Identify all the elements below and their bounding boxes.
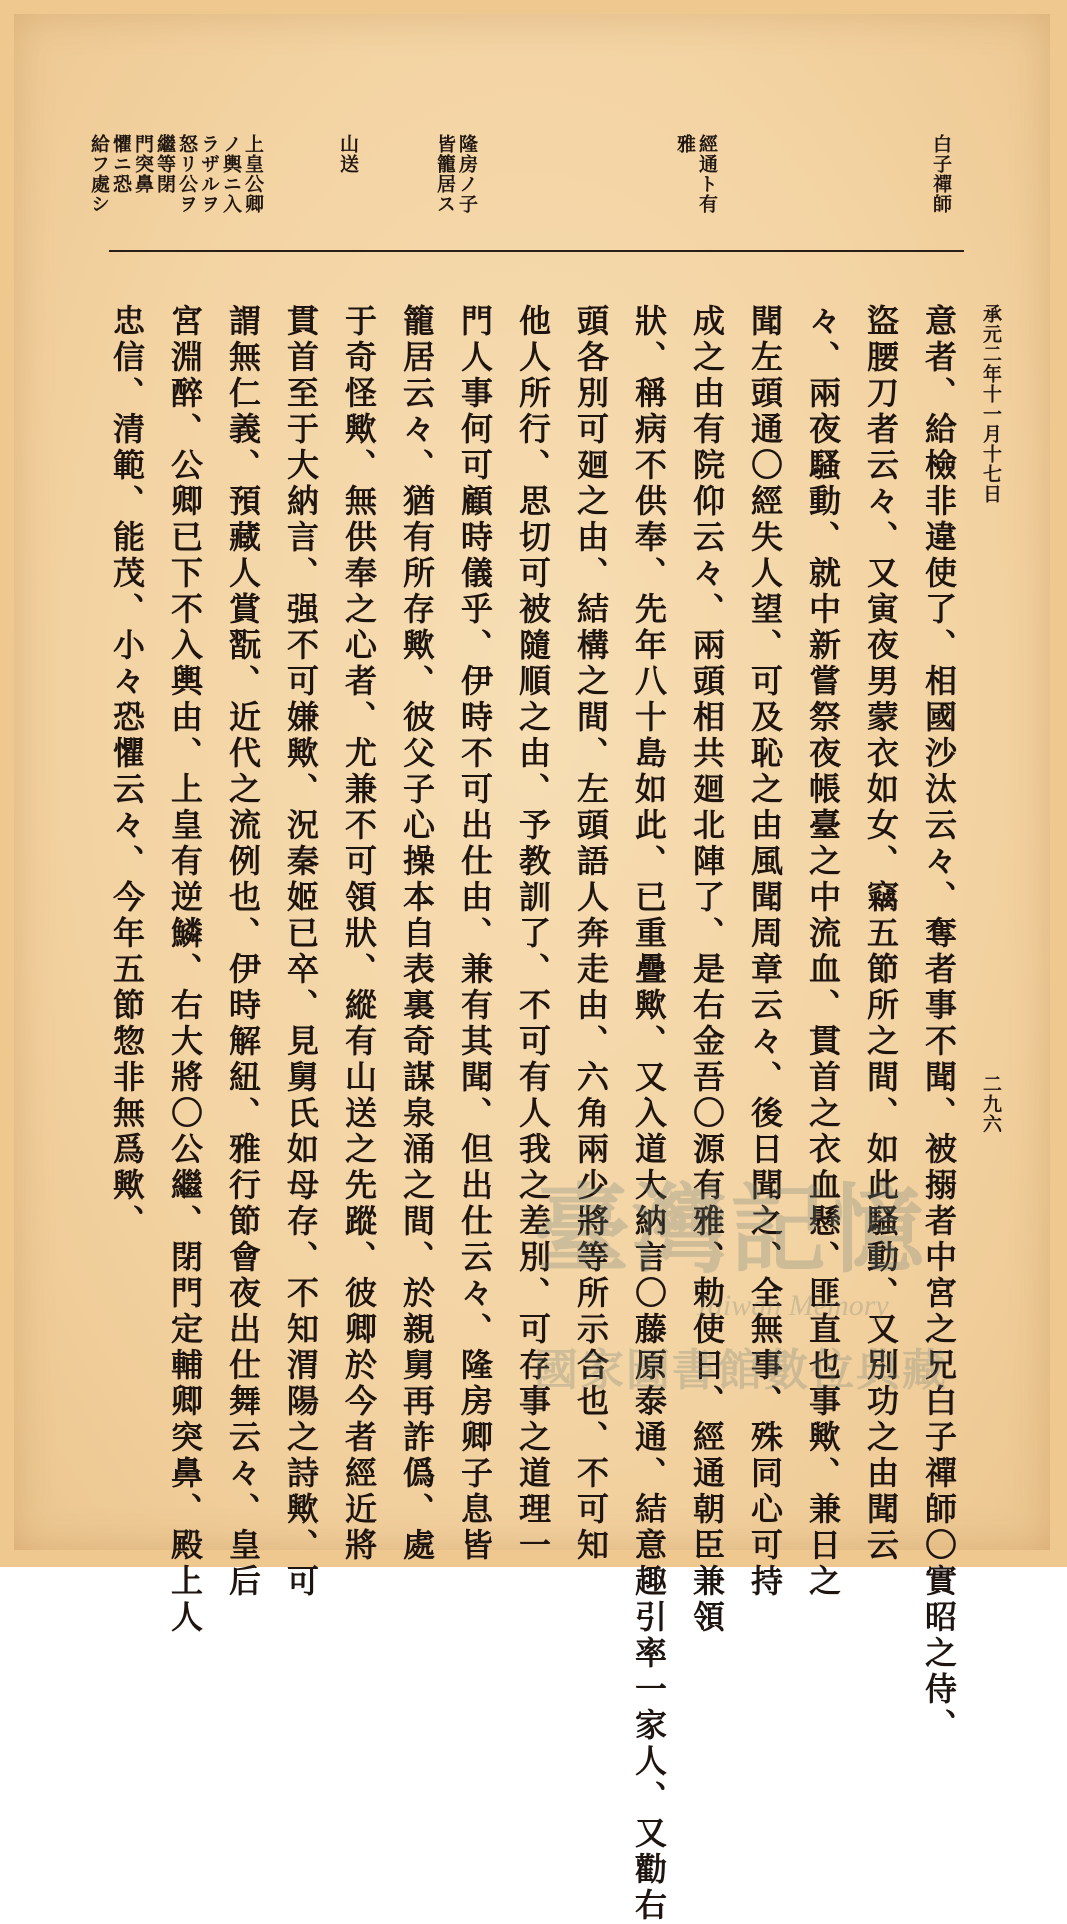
headnote: ラザルヲ xyxy=(198,134,220,214)
headnote: 經通ト有 xyxy=(696,134,718,214)
headnote: 白子禪師 xyxy=(930,134,952,214)
headnote: 繼等閉 xyxy=(154,134,176,194)
headnote: 給フ處シ xyxy=(88,134,110,214)
headnote: 雅 xyxy=(674,134,696,154)
headnote: 山送 xyxy=(337,134,359,174)
body-column: 于奇怪歟、無供奉之心者、尤兼不可領狀、縱有山送之先蹤、彼卿於今者經近將 xyxy=(340,304,378,1564)
watermark-latin: Taiwan Memory xyxy=(694,1289,889,1322)
headnote: ノ輿ニ入 xyxy=(220,134,242,214)
headnote: 隆房ノ子 xyxy=(456,134,478,214)
body-column: 成之由有院仰云々、兩頭相共廻北陣了、是右金吾〇源有雅、勅使日、經通朝臣兼領 xyxy=(688,304,726,1636)
body-column: 門人事何可顧時儀乎、伊時不可出仕由、兼有其聞、但出仕云々、隆房卿子息皆 xyxy=(456,304,494,1564)
body-column: 狀、稱病不供奉、先年八十島如此、已重疊歟、又入道大納言〇藤原泰通、結意趣引率一家人、又勸右 xyxy=(630,304,668,1924)
body-column: 他人所行、思切可被隨順之由、予教訓了、不可有人我之差別、可存事之道理一 xyxy=(514,304,552,1564)
date-header: 承元二年十一月十七日 xyxy=(980,304,1002,504)
body-column: 忠信、清範、能茂、小々恐懼云々、今年五節惣非無爲歟、 xyxy=(108,304,146,1240)
headnote: 怒リ公ヲ xyxy=(176,134,198,214)
body-column: 謂無仁義、預藏人賞翫、近代之流例也、伊時解紐、雅行節會夜出仕舞云々、皇后 xyxy=(224,304,262,1600)
body-column: 宮淵醉、公卿已下不入輿由、上皇有逆鱗、右大將〇公繼、閉門定輔卿突鼻、殿上人 xyxy=(166,304,204,1636)
body-column: 頭各別可廻之由、結構之間、左頭語人奔走由、六角兩少將等所示合也、不可知 xyxy=(572,304,610,1564)
body-column: 貫首至于大納言、强不可嫌歟、況秦姬已卒、見舅氏如母存、不知渭陽之詩歟、可 xyxy=(282,304,320,1600)
document-page xyxy=(14,14,1050,1924)
headnote: 上皇公卿 xyxy=(242,134,264,214)
body-column: 籠居云々、猶有所存歟、彼父子心操本自表裏奇謀泉涌之間、於親舅再詐僞、處 xyxy=(398,304,436,1564)
body-column: 意者、給檢非違使了、相國沙汰云々、奪者事不聞、被搦者中宮之兄白子禪師〇實昭之侍、 xyxy=(920,304,958,1744)
watermark-subtitle: 國家圖書館數位典藏 xyxy=(534,1345,948,1396)
page-number: 二九六 xyxy=(980,1074,1002,1134)
headnote: 懼ニ恐 xyxy=(110,134,132,194)
headnote-divider xyxy=(109,250,964,252)
body-column: 盜腰刀者云々、又寅夜男蒙衣如女、竊五節所之間、如此騷動、又別功之由聞云 xyxy=(862,304,900,1564)
headnote: 門突鼻 xyxy=(132,134,154,194)
headnote: 皆籠居ス xyxy=(434,134,456,214)
body-column: 々、兩夜騷動、就中新嘗祭夜帳臺之中流血、貫首之衣血懸、匪直也事歟、兼日之 xyxy=(804,304,842,1600)
watermark-title: 臺灣記憶 xyxy=(534,1173,926,1286)
body-column: 聞左頭通〇經失人望、可及恥之由風聞周章云々、後日聞之、全無事、殊同心可持 xyxy=(746,304,784,1600)
